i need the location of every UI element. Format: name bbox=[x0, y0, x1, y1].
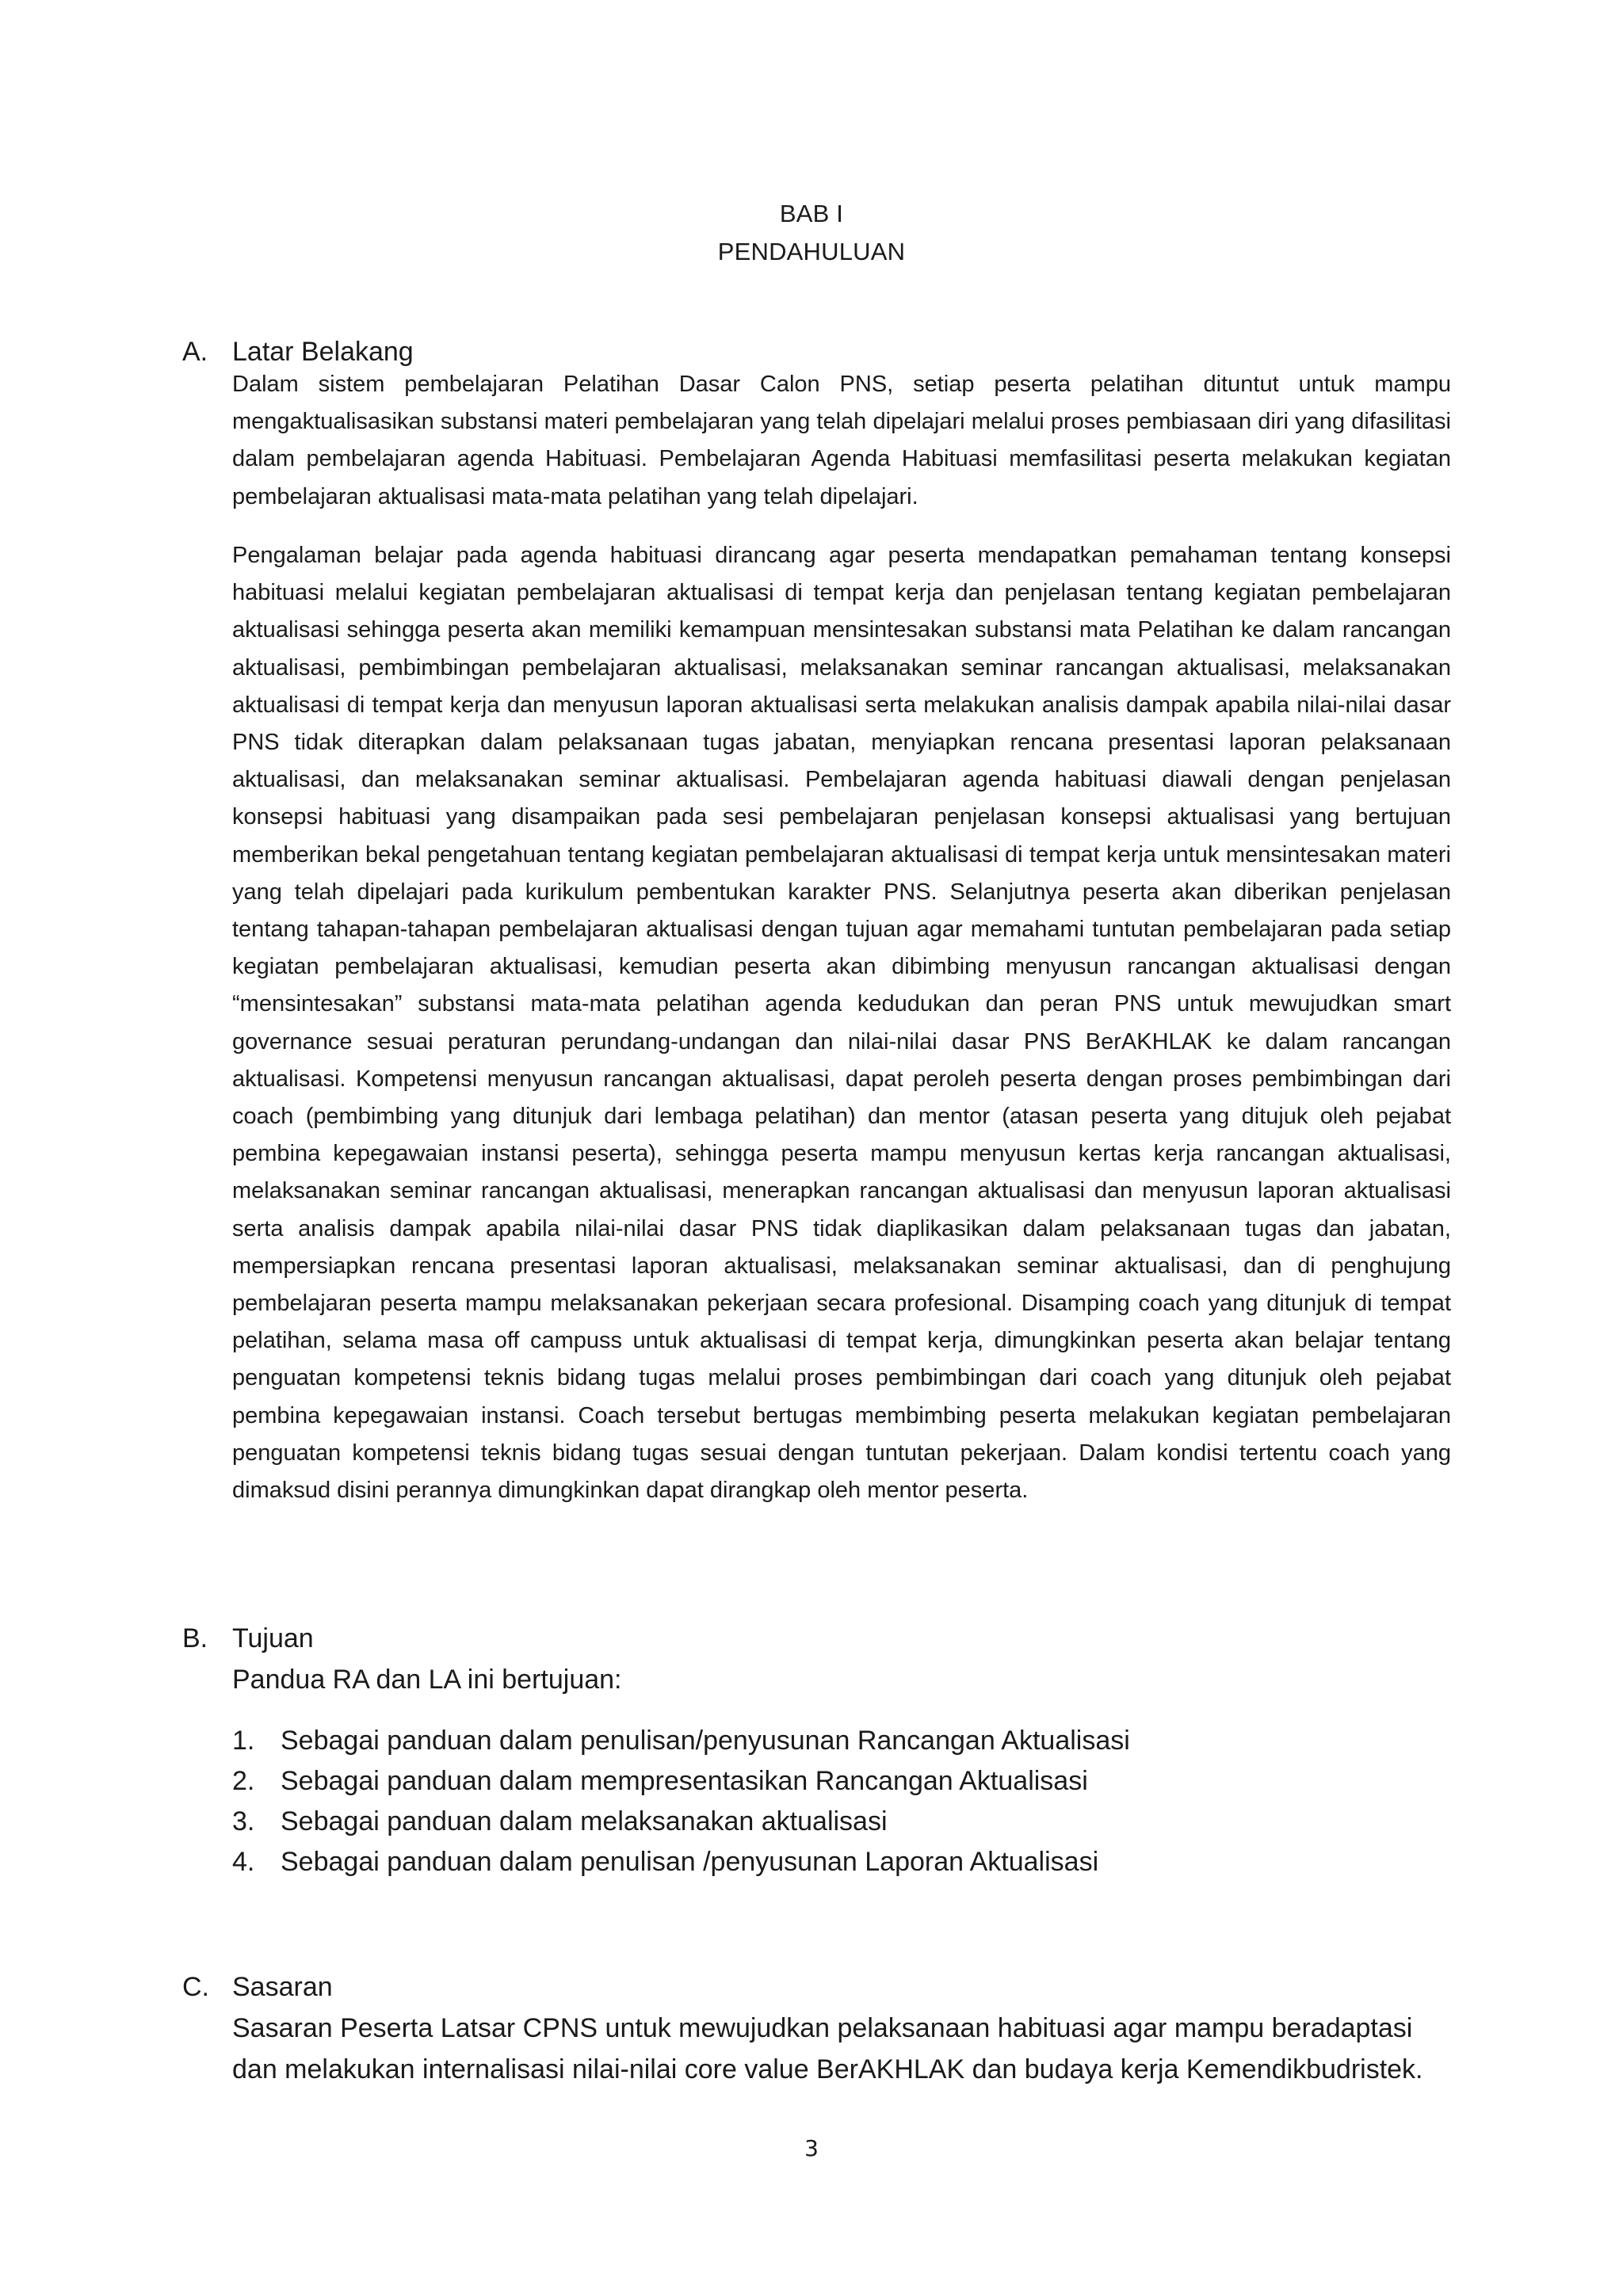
section-b-title: Tujuan bbox=[232, 1623, 314, 1653]
section-a-paragraph-2: Pengalaman belajar pada agenda habituasi dirancang agar peserta mendapatkan pemahaman tentang konsepsi habituasi melalui kegiatan pembelajaran aktualisasi di tempat kerja dan penjelasan tentang kegiatan pembelajaran aktualisasi sehingga peserta akan memiliki kemampuan mensintesakan substansi mata Pelatihan ke dalam rancangan aktualisasi, pembimbingan pembelajaran aktualisasi, melaksanakan seminar rancangan aktualisasi, melaksanakan aktualisasi di tempat kerja dan menyusun laporan aktualisasi serta melakukan analisis dampak apabila nilai-nilai dasar PNS tidak diterapkan dalam pelaksanaan tugas jabatan, menyiapkan rencana presentasi laporan pelaksanaan aktualisasi, dan melaksanakan seminar aktualisasi. Pembelajaran agenda habituasi diawali dengan penjelasan konsepsi habituasi yang disampaikan pada sesi pembelajaran penjelasan konsepsi aktualisasi yang bertujuan memberikan bekal pengetahuan tentang kegiatan pembelajaran aktualisasi di tempat kerja untuk mensintesakan materi yang telah dipelajari pada kurikulum pembentukan karakter PNS. Selanjutnya peserta akan diberikan penjelasan tentang tahapan-tahapan pembelajaran aktualisasi dengan tujuan agar memahami tuntutan pembelajaran pada setiap kegiatan pembelajaran aktualisasi, kemudian peserta akan dibimbing menyusun rancangan aktualisasi dengan “mensintesakan” substansi mata-mata pelatihan agenda kedudukan dan peran PNS untuk mewujudkan smart governance sesuai peraturan perundang-undangan dan nilai-nilai dasar PNS BerAKHLAK ke dalam rancangan aktualisasi. Kompetensi menyusun rancangan aktualisasi, dapat peroleh peserta dengan proses pembimbingan dari coach (pembimbing yang ditunjuk dari lembaga pelatihan) dan mentor (atasan peserta yang ditujuk oleh pejabat pembina kepegawaian instansi peserta), sehingga peserta mampu menyusun kertas kerja rancangan aktualisasi, melaksanakan seminar rancangan aktualisasi, menerapkan rancangan aktualisasi dan menyusun laporan aktualisasi serta analisis dampak apabila nilai-nilai dasar PNS tidak diaplikasikan dalam pelaksanaan tugas dan jabatan, mempersiapkan rencana presentasi laporan aktualisasi, melaksanakan seminar aktualisasi, dan di penghujung pembelajaran peserta mampu melaksanakan pekerjaan secara profesional. Disamping coach yang ditunjuk di tempat pelatihan, selama masa off campuss untuk aktualisasi di tempat kerja, dimungkinkan peserta akan belajar tentang penguatan kompetensi teknis bidang tugas melalui proses pembimbingan dari coach yang ditunjuk oleh pejabat pembina kepegawaian instansi. Coach tersebut bertugas membimbing peserta melakukan kegiatan pembelajaran penguatan kompetensi teknis bidang tugas sesuai dengan tuntutan pekerjaan. Dalam kondisi tertentu coach yang dimaksud disini perannya dimungkinkan dapat dirangkap oleh mentor peserta. bbox=[232, 543, 1451, 1504]
section-c-text: Sasaran Peserta Latsar CPNS untuk mewujudkan pelaksanaan habituasi agar mampu beradaptasi dan melakukan internalisasi nilai-nilai core value BerAKHLAK dan budaya kerja Kemendikbudristek. bbox=[232, 2013, 1423, 2084]
objectives-list bbox=[232, 1721, 1468, 1882]
list-item-number: 3. bbox=[232, 1806, 255, 1836]
section-a-paragraph-1: Dalam sistem pembelajaran Pelatihan Dasar Calon PNS, setiap peserta pelatihan dituntut untuk mampu mengaktualisasikan substansi materi pembelajaran yang telah dipelajari melalui proses pembiasaan diri yang difasilitasi dalam pembelajaran agenda Habituasi. Pembelajaran Agenda Habituasi memfasilitasi peserta melakukan kegiatan pembelajaran aktualisasi mata-mata pelatihan yang telah dipelajari. bbox=[232, 372, 1451, 509]
list-item-number: 4. bbox=[232, 1847, 255, 1877]
list-item bbox=[232, 1802, 1468, 1842]
list-item-text: Sebagai panduan dalam melaksanakan aktualisasi bbox=[281, 1806, 888, 1836]
list-item-text: Sebagai panduan dalam penulisan/penyusunan Rancangan Aktualisasi bbox=[281, 1726, 1130, 1756]
list-item-text: Sebagai panduan dalam mempresentasikan Rancangan Aktualisasi bbox=[281, 1766, 1088, 1796]
section-c-title: Sasaran bbox=[232, 1972, 333, 2002]
list-item-text: Sebagai panduan dalam penulisan /penyusunan Laporan Aktualisasi bbox=[281, 1847, 1099, 1877]
section-a-letter: A. bbox=[182, 337, 208, 367]
list-item-number: 1. bbox=[232, 1726, 255, 1756]
section-c-letter: C. bbox=[182, 1972, 209, 2002]
section-a-title: Latar Belakang bbox=[232, 337, 414, 367]
list-item bbox=[232, 1721, 1468, 1761]
section-b-intro: Pandua RA dan LA ini bertujuan: bbox=[232, 1665, 622, 1695]
chapter-number: BAB I bbox=[779, 200, 844, 227]
list-item-number: 2. bbox=[232, 1766, 255, 1796]
chapter-title: PENDAHULUAN bbox=[717, 238, 906, 265]
page-number: 3 bbox=[804, 2135, 819, 2161]
section-b-letter: B. bbox=[182, 1623, 208, 1653]
list-item bbox=[232, 1842, 1468, 1882]
list-item bbox=[232, 1761, 1468, 1802]
